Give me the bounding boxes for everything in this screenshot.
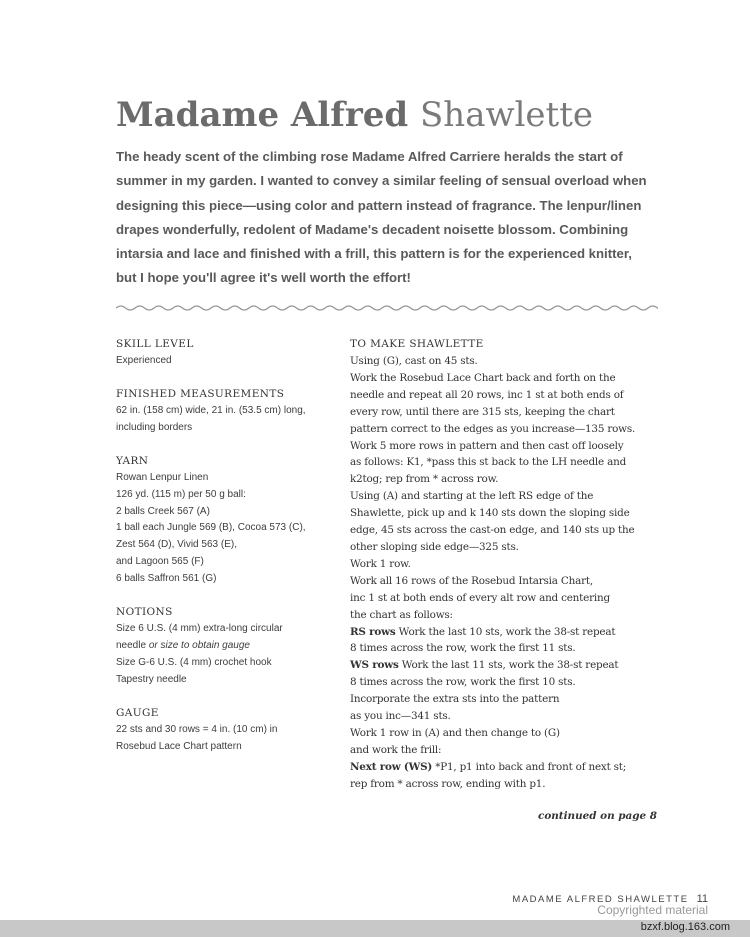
instruction-line: rep from * across row, ending with p1. bbox=[350, 777, 546, 790]
measurements-line: including borders bbox=[116, 421, 193, 433]
yarn-heading: YARN bbox=[116, 454, 149, 467]
watermark-text: bzxf.blog.163.com bbox=[640, 921, 730, 933]
yarn-line: and Lagoon 565 (F) bbox=[116, 556, 204, 568]
instruction-line: inc 1 st at both ends of every alt row and centering bbox=[350, 591, 610, 604]
notions-needle-text: needle bbox=[116, 639, 149, 651]
yarn-line: 2 balls Creek 567 (A) bbox=[116, 505, 210, 517]
instruction-line: Using (A) and starting at the left RS edge of the bbox=[350, 490, 594, 503]
finished-measurements-section bbox=[116, 386, 336, 437]
yarn-line: Zest 564 (D), Vivid 563 (E), bbox=[116, 539, 237, 551]
intro-line: intarsia and lace and finished with a frill, this pattern is for the experienced knitter, bbox=[116, 246, 632, 262]
instruction-line: other sloping side edge—325 sts. bbox=[350, 540, 519, 553]
yarn-line: 1 ball each Jungle 569 (B), Cocoa 573 (C), bbox=[116, 522, 306, 534]
next-row-label: Next row (WS) bbox=[350, 760, 433, 773]
notions-section bbox=[116, 604, 336, 689]
notions-gauge-note: or size to obtain gauge bbox=[148, 639, 250, 651]
gauge-line: 22 sts and 30 rows = 4 in. (10 cm) in bbox=[116, 723, 278, 735]
notions-line: Tapestry needle bbox=[116, 673, 187, 685]
intro-paragraph bbox=[116, 145, 651, 291]
page-title bbox=[116, 95, 593, 135]
page-number: 11 bbox=[696, 893, 708, 905]
instruction-line: the chart as follows: bbox=[350, 608, 453, 621]
instruction-line: Using (G), cast on 45 sts. bbox=[350, 355, 478, 367]
ws-rows-text: Work the last 11 sts, work the 38-st repeat bbox=[401, 659, 619, 672]
finished-measurements-heading: FINISHED MEASUREMENTS bbox=[116, 387, 285, 400]
running-title: MADAME ALFRED SHAWLETTE bbox=[512, 894, 689, 905]
rs-rows-line bbox=[350, 624, 660, 641]
gauge-line: Rosebud Lace Chart pattern bbox=[116, 740, 242, 752]
instruction-line: Work the Rosebud Lace Chart back and forth on the bbox=[350, 371, 616, 384]
instruction-line: 8 times across the row, work the first 11 sts. bbox=[350, 642, 576, 655]
instruction-line: pattern correct to the edges as you increase—135 rows. bbox=[350, 422, 636, 435]
yarn-line: 126 yd. (115 m) per 50 g ball: bbox=[116, 488, 246, 500]
instruction-line: Work 1 row. bbox=[350, 557, 411, 570]
intro-line: but I hope you'll agree it's well worth the effort! bbox=[116, 270, 411, 286]
yarn-line: 6 balls Saffron 561 (G) bbox=[116, 573, 217, 585]
continued-note: continued on page 8 bbox=[538, 810, 657, 822]
notions-line: Size 6 U.S. (4 mm) extra-long circular bbox=[116, 623, 283, 635]
instruction-line: k2tog; rep from * across row. bbox=[350, 473, 499, 486]
skill-level-heading: SKILL LEVEL bbox=[116, 338, 194, 350]
instruction-line: needle and repeat all 20 rows, inc 1 st at both ends of bbox=[350, 388, 624, 401]
intro-line: designing this piece—using color and pattern instead of fragrance. The lenpur/linen bbox=[116, 197, 642, 213]
measurements-line: 62 in. (158 cm) wide, 21 in. (53.5 cm) long, bbox=[116, 404, 306, 416]
instruction-line: Work 1 row in (A) and then change to (G) bbox=[350, 726, 560, 739]
next-row-text: *P1, p1 into back and front of next st; bbox=[435, 760, 627, 773]
rs-rows-label: RS rows bbox=[350, 625, 396, 638]
instruction-line: Work all 16 rows of the Rosebud Intarsia Chart, bbox=[350, 574, 593, 587]
intro-line: summer in my garden. I wanted to convey a similar feeling of sensual overload when bbox=[116, 173, 647, 189]
notions-heading: NOTIONS bbox=[116, 606, 173, 619]
wavy-divider bbox=[116, 301, 658, 315]
gauge-heading: GAUGE bbox=[116, 706, 159, 719]
gauge-section bbox=[116, 705, 336, 756]
instruction-line: and work the frill: bbox=[350, 743, 442, 756]
instruction-line: Work 5 more rows in pattern and then cast off loosely bbox=[350, 439, 624, 452]
intro-line: drapes wonderfully, redolent of Madame's decadent noisette blossom. Combining bbox=[116, 221, 629, 237]
notions-line: Size G-6 U.S. (4 mm) crochet hook bbox=[116, 656, 272, 668]
skill-level-section bbox=[116, 336, 336, 370]
to-make-heading: TO MAKE SHAWLETTE bbox=[350, 338, 484, 350]
title-bold: Madame Alfred bbox=[116, 95, 409, 135]
instructions-column bbox=[350, 336, 660, 793]
skill-level-value: Experienced bbox=[116, 355, 172, 366]
instruction-line: edge, 45 sts across the cast-on edge, and 140 sts up the bbox=[350, 524, 635, 537]
ws-rows-label: WS rows bbox=[350, 659, 399, 672]
yarn-section bbox=[116, 453, 336, 588]
ws-rows-line bbox=[350, 657, 660, 674]
watermark-bar bbox=[0, 920, 750, 937]
instruction-line: Incorporate the extra sts into the pattern bbox=[350, 693, 560, 706]
copyright-notice: Copyrighted material bbox=[597, 903, 708, 917]
next-row-line bbox=[350, 759, 660, 776]
title-light: Shawlette bbox=[420, 95, 594, 135]
instruction-line: as you inc—341 sts. bbox=[350, 710, 451, 723]
intro-line: The heady scent of the climbing rose Madame Alfred Carriere heralds the start of bbox=[116, 149, 623, 164]
yarn-line: Rowan Lenpur Linen bbox=[116, 471, 209, 483]
left-column bbox=[116, 336, 336, 772]
rs-rows-text: Work the last 10 sts, work the 38-st repeat bbox=[398, 625, 616, 638]
instruction-line: as follows: K1, *pass this st back to the LH needle and bbox=[350, 456, 627, 469]
instruction-line: every row, until there are 315 sts, keeping the chart bbox=[350, 405, 615, 418]
notions-line bbox=[116, 638, 336, 655]
instruction-line: 8 times across the row, work the first 10 sts. bbox=[350, 676, 576, 689]
instruction-line: Shawlette, pick up and k 140 sts down the sloping side bbox=[350, 507, 630, 520]
